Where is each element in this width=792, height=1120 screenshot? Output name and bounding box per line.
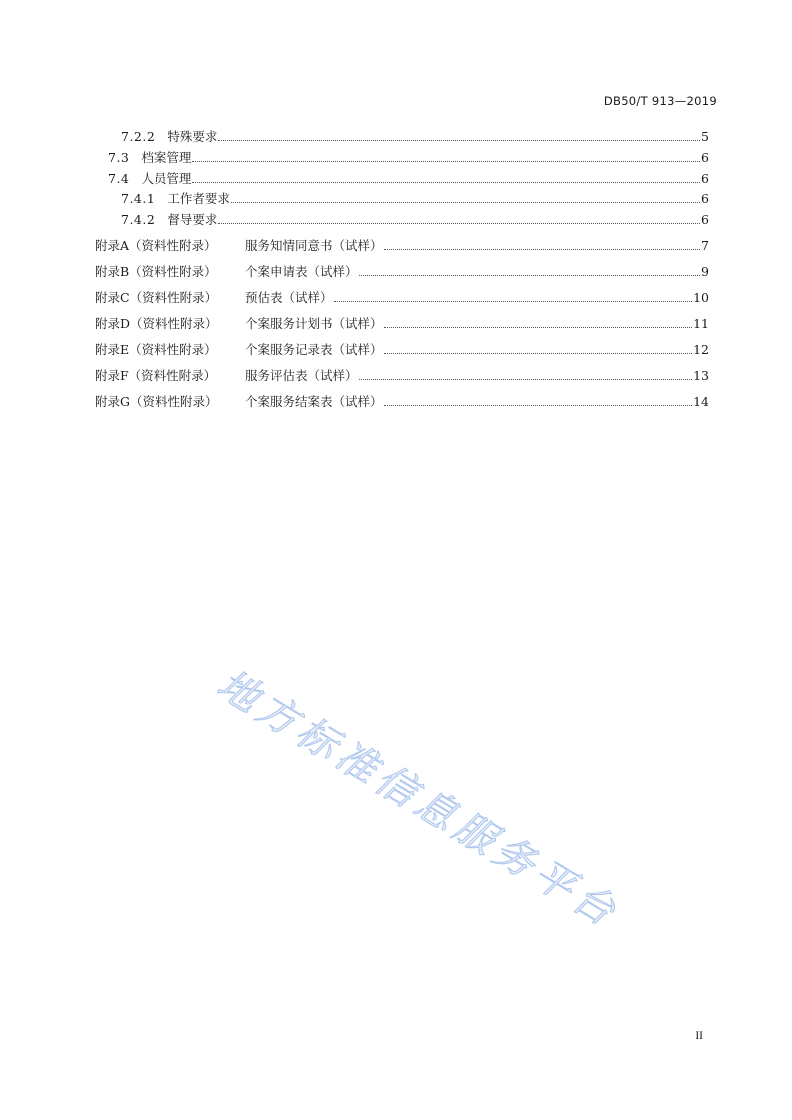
- section-number: 7.4: [108, 171, 130, 186]
- toc-entry-section: [121, 212, 709, 228]
- dot-leader: [384, 249, 701, 250]
- appendix-label: 附录G（资料性附录）: [95, 394, 218, 409]
- appendix-label: 附录E（资料性附录）: [95, 342, 217, 357]
- dot-leader: [334, 301, 693, 302]
- page-ref: 14: [693, 394, 709, 409]
- dot-leader: [384, 353, 693, 354]
- section-number: 7.4.2: [121, 212, 156, 227]
- toc-entry-section: [121, 191, 709, 207]
- dot-leader: [231, 202, 700, 203]
- appendix-title: 预估表（试样）: [245, 290, 333, 305]
- dot-leader: [218, 140, 700, 141]
- page-ref: 12: [693, 342, 709, 357]
- page-ref: 6: [701, 171, 709, 186]
- dot-leader: [384, 327, 693, 328]
- toc-entry-appendix: [95, 238, 709, 254]
- page-ref: 6: [701, 150, 709, 165]
- page-ref: 6: [701, 212, 709, 227]
- appendix-label: 附录B（资料性附录）: [95, 264, 217, 279]
- appendix-title: 个案服务记录表（试样）: [245, 342, 383, 357]
- document-code: DB50/T 913—2019: [603, 94, 717, 108]
- section-title: 档案管理: [141, 150, 192, 165]
- appendix-label: 附录F（资料性附录）: [95, 368, 217, 383]
- dot-leader: [359, 379, 693, 380]
- page-number: II: [695, 1030, 703, 1042]
- section-title: 工作者要求: [167, 191, 230, 206]
- appendix-title: 个案申请表（试样）: [245, 264, 358, 279]
- dot-leader: [384, 405, 693, 406]
- toc-entry-section: [108, 171, 709, 187]
- appendix-label: 附录D（资料性附录）: [95, 316, 218, 331]
- section-title: 督导要求: [167, 212, 218, 227]
- section-number: 7.2.2: [121, 129, 156, 144]
- watermark: 地方标准信息服务平台: [209, 661, 628, 938]
- appendix-title: 服务评估表（试样）: [245, 368, 358, 383]
- appendix-title: 服务知情同意书（试样）: [245, 238, 383, 253]
- toc-entry-section: [108, 150, 709, 166]
- page-ref: 6: [701, 191, 709, 206]
- appendix-title: 个案服务结案表（试样）: [245, 394, 383, 409]
- toc-entry-appendix: [95, 264, 709, 280]
- page-ref: 10: [693, 290, 709, 305]
- dot-leader: [218, 223, 700, 224]
- toc-entry-appendix: [95, 394, 709, 410]
- page-ref: 7: [701, 238, 709, 253]
- page-ref: 13: [693, 368, 709, 383]
- page-ref: 5: [701, 129, 709, 144]
- page-ref: 11: [693, 316, 709, 331]
- toc-entry-appendix: [95, 342, 709, 358]
- page-ref: 9: [701, 264, 709, 279]
- dot-leader: [359, 275, 701, 276]
- dot-leader: [192, 161, 700, 162]
- section-number: 7.3: [108, 150, 130, 165]
- section-number: 7.4.1: [121, 191, 156, 206]
- toc-entry-appendix: [95, 316, 709, 332]
- toc-entry-section: [121, 129, 709, 145]
- toc-entry-appendix: [95, 368, 709, 384]
- appendix-label: 附录C（资料性附录）: [95, 290, 218, 305]
- section-title: 人员管理: [141, 171, 192, 186]
- section-title: 特殊要求: [167, 129, 218, 144]
- appendix-label: 附录A（资料性附录）: [95, 238, 217, 253]
- toc-entry-appendix: [95, 290, 709, 306]
- appendix-title: 个案服务计划书（试样）: [245, 316, 383, 331]
- dot-leader: [192, 182, 700, 183]
